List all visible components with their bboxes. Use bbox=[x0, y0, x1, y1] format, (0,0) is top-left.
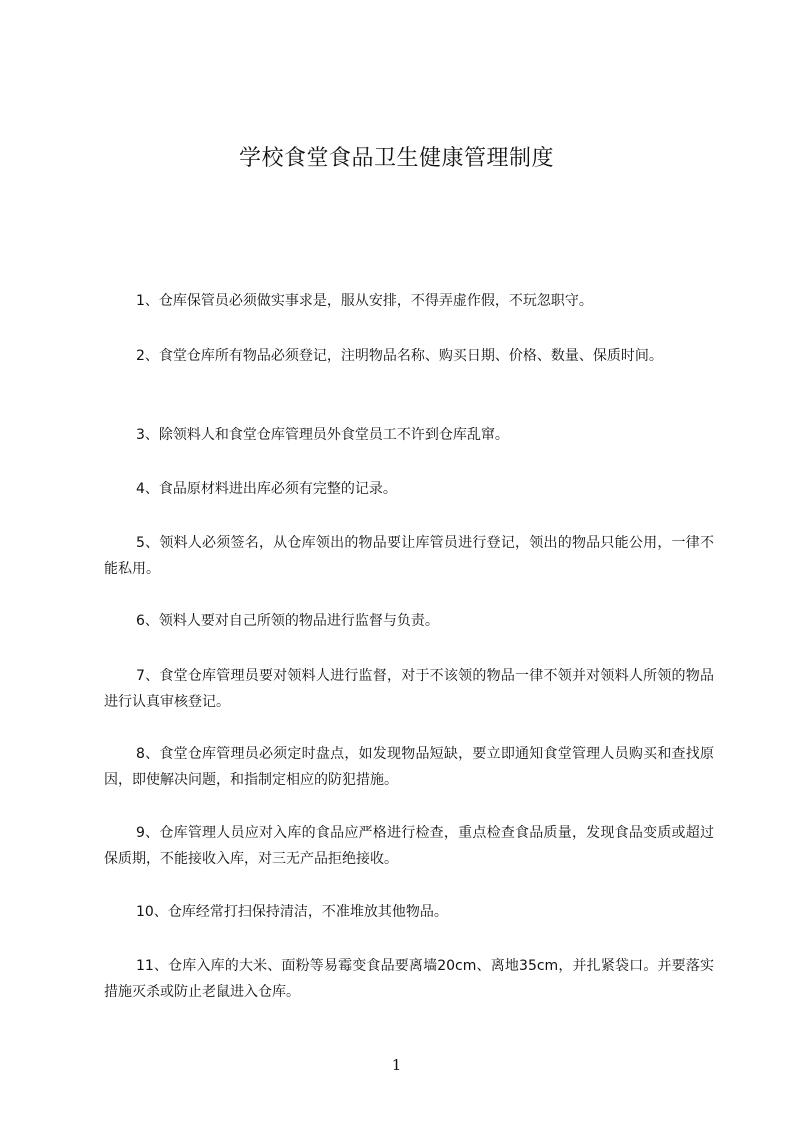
clause-item: 1、仓库保管员必须做实事求是，服从安排，不得弄虚作假，不玩忽职守。 bbox=[136, 293, 593, 309]
clause-item: 4、食品原材料进出库必须有完整的记录。 bbox=[136, 481, 397, 497]
clause-item: 3、除领料人和食堂仓库管理员外食堂员工不许到仓库乱窜。 bbox=[136, 427, 509, 443]
clause-item: 8、食堂仓库管理员必须定时盘点，如发现物品短缺，要立即通知食堂管理人员购买和查找原因，即使解决问题，和指制定相应的防犯措施。 bbox=[104, 746, 714, 788]
clause-item: 5、领料人必须签名，从仓库领出的物品要让库管员进行登记，领出的物品只能公用，一律不能私用。 bbox=[104, 535, 714, 577]
document-title: 学校食堂食品卫生健康管理制度 bbox=[238, 146, 554, 171]
page-number: 1 bbox=[391, 1056, 402, 1074]
clause-item: 11、仓库入库的大米、面粉等易霉变食品要离墙20cm、离地35cm，并扎紧袋口。并要落实措施灭杀或防止老鼠进入仓库。 bbox=[104, 958, 714, 1000]
clause-item: 9、仓库管理人员应对入库的食品应严格进行检查，重点检查食品质量，发现食品变质或超过保质期，不能接收入库，对三无产品拒绝接收。 bbox=[104, 825, 714, 867]
clause-item: 6、领料人要对自己所领的物品进行监督与负责。 bbox=[136, 613, 439, 629]
clause-item: 2、食堂仓库所有物品必须登记，注明物品名称、购买日期、价格、数量、保质时间。 bbox=[136, 348, 663, 364]
clause-item: 7、食堂仓库管理员要对领料人进行监督，对于不该领的物品一律不领并对领料人所领的物品进行认真审核登记。 bbox=[104, 668, 714, 710]
clause-item: 10、仓库经常打扫保持清洁，不准堆放其他物品。 bbox=[136, 904, 448, 920]
